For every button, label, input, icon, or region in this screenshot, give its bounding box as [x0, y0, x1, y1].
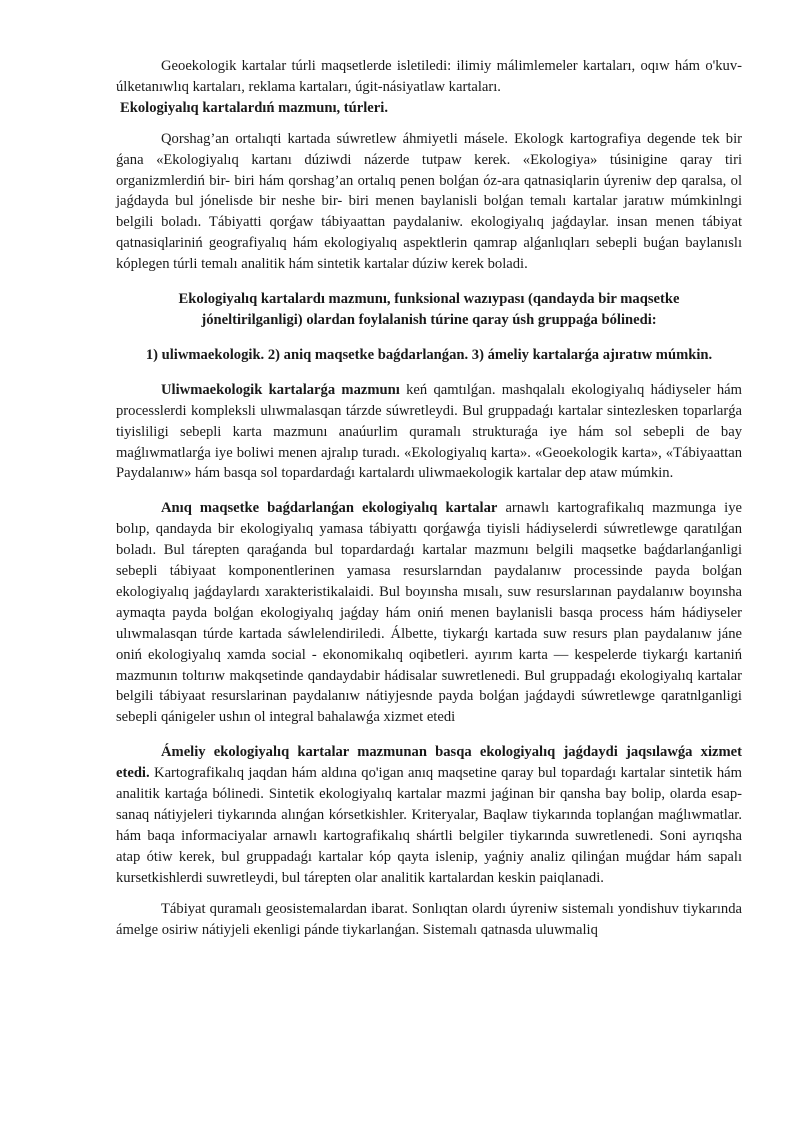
intro-paragraph: Geoekologik kartalar túrli maqsetlerde isletiledi: ilimiy málimlemeler kartaları, oqıw hám o'kuv-úlketanıwlıq kartaları, reklama kartaları, úgit-násiyatlaw kartaları.	[116, 58, 742, 95]
paragraph-applied-ecological	[116, 742, 742, 888]
paragraph-environment-mapping: Qorshag’an ortalıqti kartada súwretlew áhmiyetli másele. Ekologk kartografiya degende tek bir ǵana «Ekologiyalıq kartanı dúziwdi názerde tutpaw kerek. «Ekologiya» túsinigine qaray tiri organizmlerdiń bir- biri hám qorshag’an ortalıq penen bolǵan óz-ara qatnasiqlarin úyreniw dep qaralsa, ol jaǵdayda bul jónelisde bir neshe bir- biri menen baylanisli bolǵan temalı kartalar jaratıw múmkinlngi belgili boladı. Tábiyatti qorǵaw tábiyaattan paydalaniw. ekologiyalıq jaǵdaylar. insan menen tábiyat qatnasiqlariniń geografiyalıq hám ekologiyalıq aspektlerin qamrap alǵanlıqları sebepli buǵan baylanıslı kóplegen túrli temalı analitik hám sintetik kartalar dúziw kerek boladi.	[116, 130, 742, 273]
paragraph-body-general: keń qamtılǵan. mashqalalı ekologiyalıq hádiyseler hám processlerdi kompleksli ulıwmalasqan tárzde súwretleydi. Bul gruppadaǵı kartalar sintezlesken toparlarǵa tiyisliligi sebepli karta mazmunı anaúurlim quramalı strukturaǵa iye hám sol sebepli de bay maǵlıwmatlarǵa iye boliwi menen ajralıp turadı. «Ekologiyalıq karta». «Geoekologik karta», «Tábiyaattan Paydalanıw» hám basqa sol topardardaǵı kartalardı uliwmaekologik kartalar dep ataw múmkin.	[116, 381, 742, 482]
paragraph-lead-applied: Ámeliy ekologiyalıq kartalar mazmunan basqa ekologiyalıq jaǵdaydi jaqsılawǵa xizmet etedi.	[116, 744, 742, 782]
paragraph-lead-general: Uliwmaekologik kartalarǵa mazmunı	[161, 381, 400, 398]
subheading-line-2: jóneltirilganligi) olardan foylalanish túrine qaray úsh gruppaǵa bólinedi:	[201, 311, 657, 328]
paragraph-targeted-ecological	[116, 498, 742, 728]
paragraph-body-applied: Kartografikalıq jaqdan hám aldına qo'igan anıq maqsetine qaray bul topardaǵı kartalar sintetik hám analitik kartaǵa bólinedi. Sintetik ekologiyalıq kartalar mazmi jaǵinan bir qansha bay bolip, olarda esap-sanaq nátiyjeleri tiykarında alınǵan kórsetkishler. Kriteryalar, Baqlaw tiykarında toplanǵan maǵlıwmatlar. hám baqa informaciyalar arnawlı kartografikalıq shártli belgiler tiykarında suwretlenedi. Soni ayrıqsha atap ótiw kerek, bul gruppadaǵı kartalar kóp qayta islenip, yaǵniy analiz qilinǵan muǵdar hám sapalı kursetkishlerdi suwretleydi, bul tárepten olar analitik kartalardan keskin paiqlanadi.	[116, 765, 742, 886]
groups-list-line: 1) uliwmaekologik. 2) aniq maqsetke baǵdarlanǵan. 3) ámeliy kartalarǵa ajıratıw múmkin.	[145, 346, 713, 363]
subheading-line-1: Ekologiyalıq kartalardı mazmunı, funksional wazıypası (qandayda bir maqsetke	[178, 291, 680, 308]
paragraph-lead-targeted: Anıq maqsetke baǵdarlanǵan ekologiyalıq kartalar	[161, 500, 498, 517]
paragraph-geosystems: Tábiyat quramalı geosistemalardan ibarat. Sonlıqtan olardı úyreniw sistemalı yondishuv tiykarında ámelge osiriw nátiyjeli ekenligi pánde tiykarlanǵan. Sistemalı qatnasda uluwmaliq	[116, 900, 742, 938]
paragraph-body-targeted: arnawlı kartografikalıq mazmunga iye bolıp, qandayda bir ekologiyalıq yamasa tábiyattı qorǵawǵa tiyisli hádiyselerdi súwretlewge qaratılǵan boladı. Bul tárepten qaraǵanda bul topardardaǵı kartalar mazmunı belgili maqsetke baǵdarlanǵanligi sebepli tábiyaat komponentlerinen yamasa resurslarndan paydalanıw processinde payda bolǵan ekologiyalıq jaǵdaylardı xarakteristikalaidi. Bul boyınsha mısalı, suw resurslarınan paydalanıw boyınsha aymaqta payda bolǵan ekologiyalıq jaǵday hám oniń menen baylanisli basqa process hám hádiyseler ulıwmalasqan túrde kartada sáwlelendiriledi. Álbette, tiykarǵı kartada suw resurs plan paydalanıw jáne oniń ekologiyalıq xamda social - ekonomikalıq oqibetleri. ayırım karta — kespelerde tiykarǵı kartaniń mazmunın toltırıw makqsetinde qandaydabir hádisalar suwretlenedi. Bul gruppadaǵı ekologiyalıq kartalar belgili tábiyaat resurslarinan paydalanıw nátiyjesnde payda bolǵan jaǵdaydi súwretlewge qaratnlganligi sebepli qánigeler ushın ol integral bahalawǵa xizmet etedi	[116, 500, 742, 726]
paragraph-general-ecological	[116, 380, 742, 485]
subheading-block	[116, 289, 742, 331]
section-heading: Ekologiyalıq kartalardıń mazmunı, túrleri.	[120, 99, 388, 116]
